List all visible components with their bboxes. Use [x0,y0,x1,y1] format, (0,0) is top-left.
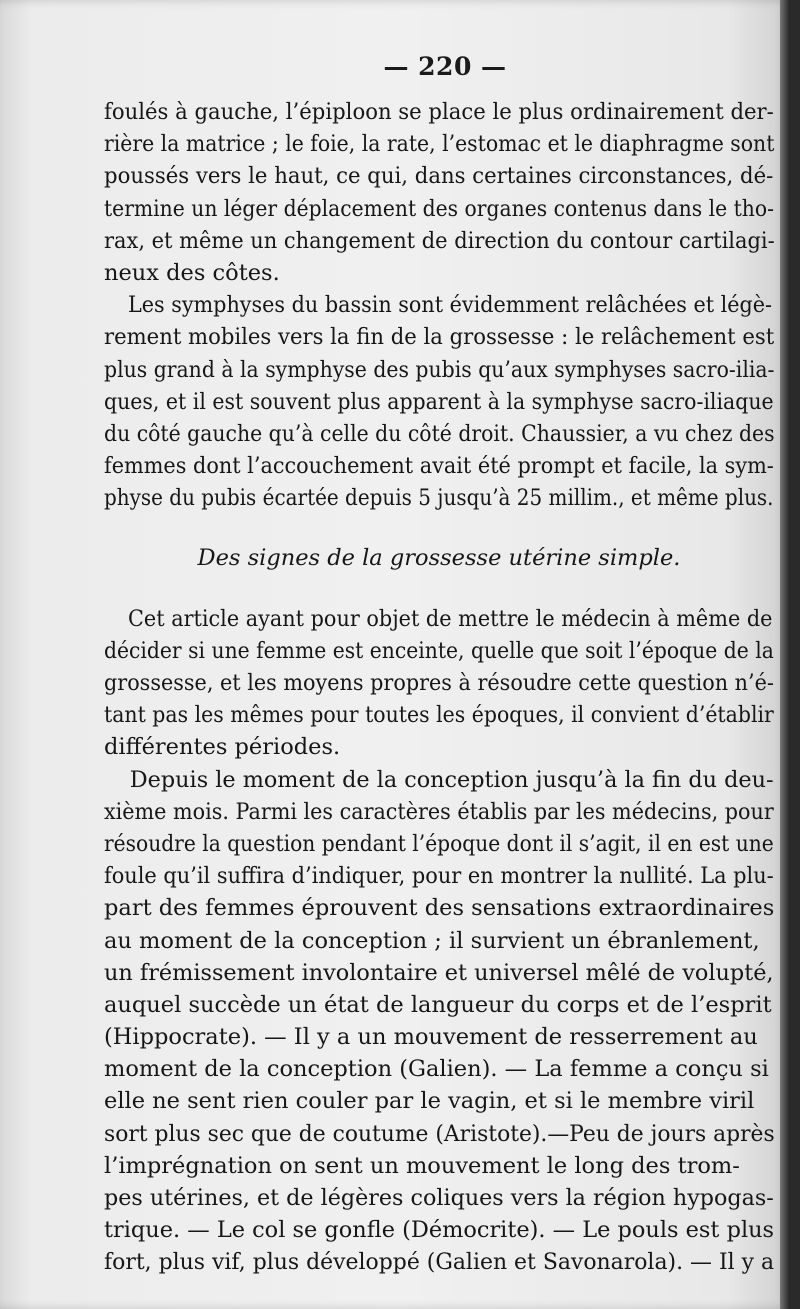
text-line: au moment de la conception ; il survient un ébranlement, [104,927,760,954]
text-line: elle ne sent rien couler par le vagin, et si le membre viril [104,1088,755,1115]
text-line: femmes dont l’accouchement avait été prompt et facile, la sym- [104,453,774,480]
text-line: sort plus sec que de coutume (Aristote).—Peu de jours après [104,1120,775,1147]
text-line: l’imprégnation on sent un mouvement le long des trom- [104,1152,740,1179]
text-line: termine un léger déplacement des organes contenus dans le tho- [104,195,774,222]
text-line: fort, plus vif, plus développé (Galien et Savonarola). — Il y a [104,1249,775,1276]
paragraph-4 [104,764,774,1279]
text-line: rière la matrice ; le foie, la rate, l’estomac et le diaphragme sont [104,131,775,158]
text-line: résoudre la question pendant l’époque dont il s’agit, il en est une [104,830,774,857]
text-line: physe du pubis écartée depuis 5 jusqu’à 25 millim., et même plus. [104,485,774,512]
text-line: neux des côtes. [104,259,280,286]
text-line: rax, et même un changement de direction du contour cartilagi- [104,227,775,254]
text-line: foulés à gauche, l’épiploon se place le plus ordinairement der- [104,99,774,125]
text-line: Cet article ayant pour objet de mettre le médecin à même de [128,605,773,632]
text-line: part des femmes éprouvent des sensations extraordinaires [104,895,775,922]
paragraph-2 [104,289,774,514]
page-number: — 220 — [383,52,507,81]
text-line: décider si une femme est enceinte, quelle que soit l’époque de la [104,637,774,664]
text-line: auquel succède un état de langueur du corps et de l’esprit [104,991,772,1018]
page-body [104,96,774,1279]
paragraph-1 [104,96,774,289]
text-line: rement mobiles vers la fin de la grossesse : le relâchement est [104,324,775,351]
text-line: un frémissement involontaire et universel mêlé de volupté, [104,959,774,986]
paragraph-3 [104,603,774,764]
text-line: plus grand à la symphyse des pubis qu’aux symphyses sacro-ilia- [104,356,775,383]
text-line: foule qu’il suffira d’indiquer, pour en montrer la nullité. La plu- [104,863,774,890]
text-line: du côté gauche qu’à celle du côté droit. Chaussier, a vu chez des [104,420,775,447]
text-line: ques, et il est souvent plus apparent à la symphyse sacro-iliaque [104,388,774,415]
text-line: poussés vers le haut, ce qui, dans certaines circonstances, dé- [104,163,774,190]
text-line: Les symphyses du bassin sont évidemment relâchées et légè- [127,292,773,319]
section-heading: Des signes de la grossesse utérine simple. [197,545,681,572]
text-line: Depuis le moment de la conception jusqu’à la fin du deu- [129,766,774,793]
page-spine-shadow [780,0,790,1309]
text-line: tant pas les mêmes pour toutes les époques, il convient d’établir [104,702,774,729]
text-line: différentes périodes. [104,734,341,761]
text-line: (Hippocrate). — Il y a un mouvement de resserrement au [104,1024,758,1051]
text-line: trique. — Le col se gonfle (Démocrite). — Le pouls est plus [104,1217,775,1244]
text-line: xième mois. Parmi les caractères établis par les médecins, pour [104,798,774,825]
text-line: pes utérines, et de légères coliques vers la région hypogas- [104,1185,774,1211]
text-line: moment de la conception (Galien). — La femme a conçu si [104,1056,769,1083]
text-line: grossesse, et les moyens propres à résoudre cette question n’é- [104,670,774,696]
